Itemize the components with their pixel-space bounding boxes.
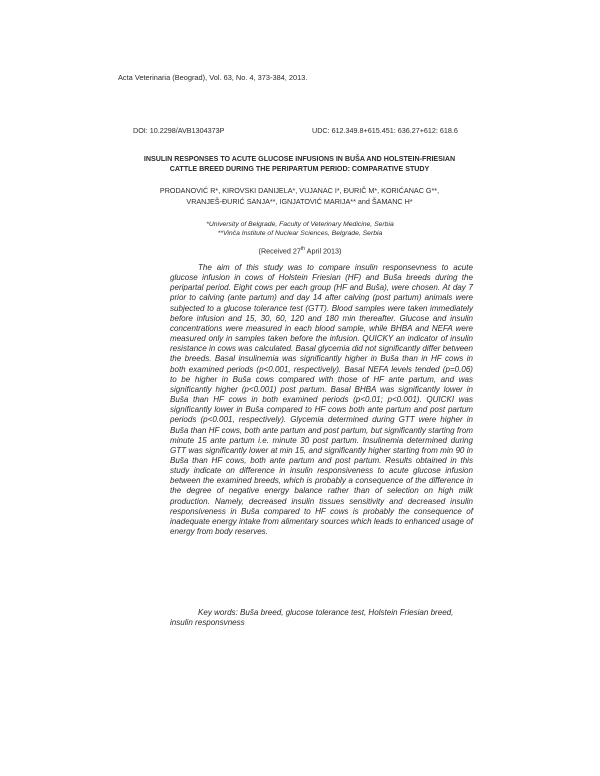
received-prefix: (Received 27 (258, 246, 301, 256)
authors-line-1: PRODANOVIĆ R*, KIROVSKI DANIJELA*, VUJANAC I*, ĐURIČ M*, KORIĆANAC G**, (159, 186, 440, 195)
doi: DOI: 10.2298/AVB1304373P (133, 126, 225, 135)
udc-code: UDC: 612.349.8+615.451: 636.27+612: 618.6 (312, 126, 458, 135)
received-date (150, 246, 450, 255)
title-line-2: CATTLE BREED DURING THE PERIPARTUM PERIOD: COMPARATIVE STUDY (169, 165, 430, 173)
keywords: Key words: Buša breed, glucose tolerance test, Holstein Friesian breed, insulin responsvness (170, 608, 454, 628)
affiliations (150, 220, 450, 238)
received-ordinal: th (300, 246, 306, 252)
title-line-1: INSULIN RESPONSES TO ACUTE GLUCOSE INFUSIONS IN BUŠA AND HOLSTEIN-FRIESIAN (143, 155, 456, 163)
affiliation-1: *University of Belgrade, Faculty of Veterinary Medicine, Serbia (206, 221, 394, 228)
authors-line-2: VRANJEŠ-ĐURIĆ SANJA**, IGNJATOVIĆ MARIJA** and ŠAMANC H* (186, 197, 413, 206)
journal-citation: Acta Veterinaria (Beograd), Vol. 63, No. 4, 373-384, 2013. (118, 73, 308, 82)
abstract: The aim of this study was to compare insulin responsevness to acute glucose infusion in cows of Holstein Friesian (HF) and Buša breeds during the peripartal period. Eight cows per each group (HF and Buša), were chosen. At day 7 prior to calving (ante partum) and day 14 after calving (post partum) animals were subjected to a glucose tolerance test (GTT). Blood samples were taken immediately before infusion and 15, 30, 60, 120 and 180 min thereafter. Glucose and insulin concentrations were measured in each blood sample, while BHBA and NEFA were measured only in samples taken before the infusion. QUICKY an indicator of insulin resistance in cows was calculated. Basal glycemia did not significantly differ between the breeds. Basal insulinemia was significantly higher in Buša than in HF cows in both examined periods (p<0.001, respectively). Basal NEFA levels tended (p=0.06) to be higher in Buša cows compared with those of HF ante partum, and was significantly higher (p<0.001) post partum. Basal BHBA was significantly lower in Buša than HF cows in both examined periods (p<0.01; p<0.001). QUICKI was significantly lower in Buša compared to HF cows both ante partum and post partum periods (p<0.001, respectively). Glycemia determined during GTT were higher in Buša than HF cows, both ante partum and post partum, but significantly starting from minute 15 ante partum i.e. minute 30 post partum. Insulinemia determined during GTT was significantly lower at min 15, and significantly higher starting from min 90 in Buša than HF cows, both ante partum and post partum. Results obtained in this study indicate on difference in insulin responsiveness to acute glucose infusion between the examined breeds, which is probably a consequence of the difference in the degree of negative energy balance rather than of selection on high milk production. Namely, decreased insulin tissues sensitivity and decreased insulin responsiveness in Buša compared to HF cows is probably the consequence of inadequate energy intake from alimentary sources which leads to enhanced usage of energy from body reserves. (170, 263, 473, 537)
received-suffix: April 2013) (305, 246, 342, 256)
author-list (112, 185, 487, 207)
affiliation-2: **Vinča Institute of Nuclear Sciences, Belgrade, Serbia (217, 230, 383, 237)
article-title (112, 154, 487, 174)
